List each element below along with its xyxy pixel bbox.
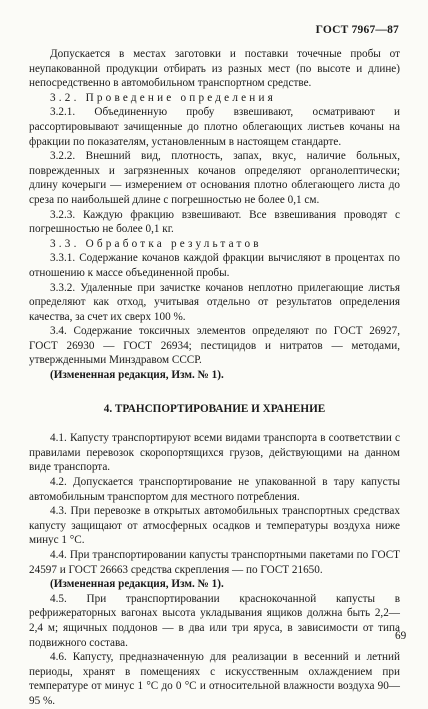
paragraph: 4.1. Капусту транспортируют всеми видами транспорта в соответствии с правилами перевозок скоропортящихся грузов, действующими на данном виде транспорта. (29, 432, 400, 474)
paragraph: Допускается в местах заготовки и поставки точечные пробы от неупакованной продукции отбирать из разных мест (по высоте и длине) непосредственно в автомобильном транспортном средстве. (29, 48, 400, 90)
paragraph: 3.3.1. Содержание кочанов каждой фракции вычисляют в процентах по отношению к массе объединенной пробы. (29, 252, 400, 279)
paragraph: 4.5. При транспортировании краснокочанной капусты в рефрижераторных вагонах высота укладывания ящиков должна быть 2,2—2,4 м; ящичных поддонов — в два или три яруса, в зависимости от типа подвижного состава. (29, 592, 400, 649)
amendment-note: (Измененная редакция, Изм. № 1). (50, 578, 224, 591)
subsection-heading: 3.3. Обработка результатов (50, 237, 262, 250)
paragraph: 3.2.1. Объединенную пробу взвешивают, осматривают и рассортировывают зачищенные до плотно облегающих листьев кочаны на фракции по показателям, установленным в настоящем стандарте. (29, 106, 400, 148)
paragraph: 4.3. При перевозке в открытых автомобильных транспортных средствах капусту защищают от атмосферных осадков и температуры воздуха ниже минус 1 °С. (29, 505, 400, 547)
paragraph: 4.6. Капусту, предназначенную для реализации в весенний и летний периоды, хранят в помещениях с искусственным охлаждением при температуре от минус 1 °С до 0 °С и относительной влажности воздуха 90—95 %. (29, 651, 400, 707)
paragraph: 3.2.2. Внешний вид, плотность, запах, вкус, наличие больных, поврежденных и загрязненных кочанов определяют органолептически; длину кочерыги — измерением от основания плотно облегающего листа до среза по наибольшей длине с погрешностью не более 0,1 см. (29, 150, 400, 206)
amendment-note: (Измененная редакция, Изм. № 1). (50, 369, 224, 382)
paragraph: 4.4. При транспортировании капусты транспортными пакетами по ГОСТ 24597 и ГОСТ 26663 средства скрепления — по ГОСТ 21650. (29, 549, 400, 576)
standard-header: ГОСТ 7967—87 (315, 24, 399, 36)
subsection-heading: 3.2. Проведение определения (50, 91, 276, 104)
section-title: 4. ТРАНСПОРТИРОВАНИЕ И ХРАНЕНИЕ (103, 402, 326, 415)
paragraph: 3.2.3. Каждую фракцию взвешивают. Все взвешивания проводят с погрешностью не более 0,1 кг. (29, 208, 400, 236)
paragraph: 3.3.2. Удаленные при зачистке кочанов неплотно прилегающие листья определяют как отход, учитывая отдельно от результатов определения качества, за счет их сверх 100 %. (29, 281, 400, 323)
paragraph: 4.2. Допускается транспортирование не упакованной в тару капусты автомобильным транспортом для местного потребления. (29, 476, 400, 503)
page-number: 69 (395, 630, 407, 642)
paragraph: 3.4. Содержание токсичных элементов определяют по ГОСТ 26927, ГОСТ 26930 — ГОСТ 26934; пестицидов и нитратов — методами, утвержденными Минздравом СССР. (29, 325, 400, 367)
document-body (29, 47, 400, 709)
